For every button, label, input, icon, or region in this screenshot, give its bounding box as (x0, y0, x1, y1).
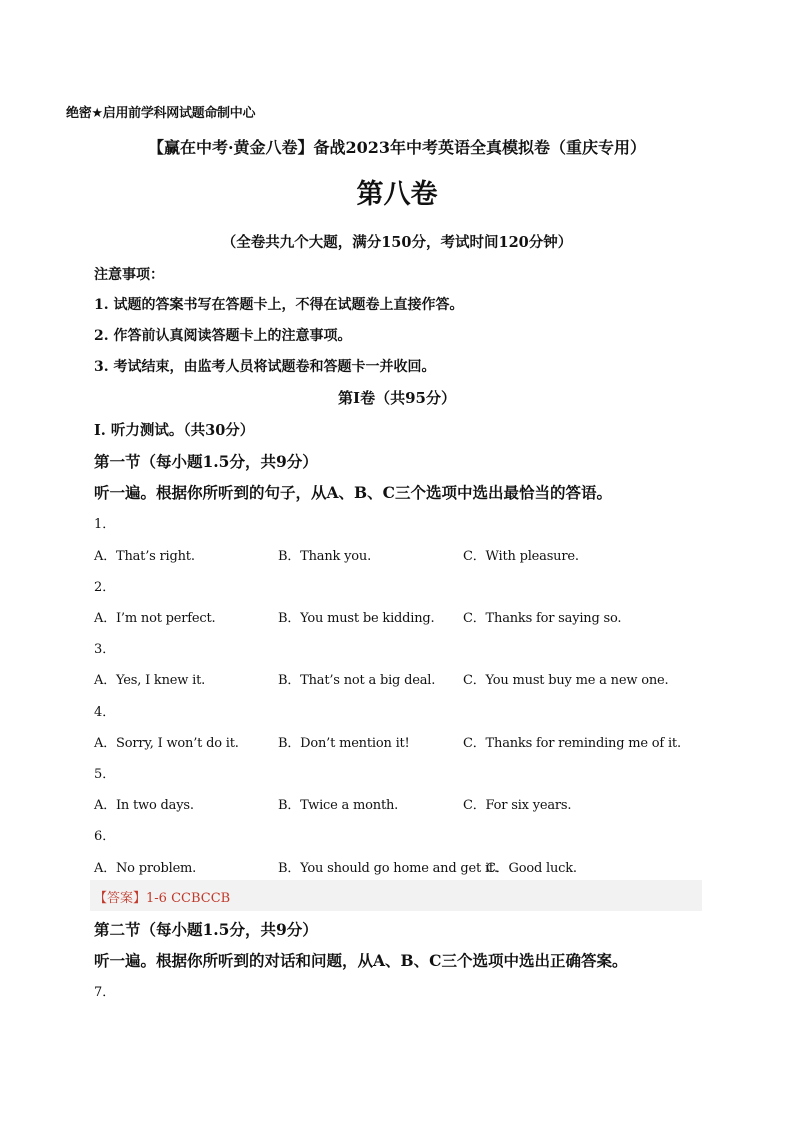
option-c: C．Thanks for saying so. (463, 611, 622, 626)
section1-instruction: 听一遍。根据你所听到的句子，从A、B、C三个选项中选出最恰当的答语。 (94, 483, 612, 502)
option-a: A．No problem. (94, 861, 197, 876)
question-number: 2． (94, 580, 116, 595)
option-b: B．Twice a month. (278, 798, 399, 813)
option-c: C．Thanks for reminding me of it. (463, 736, 681, 751)
question-number: 1． (94, 517, 116, 532)
question-number: 4． (94, 705, 116, 720)
listening-heading: Ⅰ. 听力测试。（共30分） (94, 422, 255, 439)
option-c: C．You must buy me a new one. (463, 673, 669, 688)
option-c: C．With pleasure. (463, 549, 579, 564)
option-a: A．Yes, I knew it. (94, 673, 206, 688)
section2-instruction: 听一遍。根据你所听到的对话和问题，从A、B、C三个选项中选出正确答案。 (94, 951, 628, 970)
answer-text: 【答案】1-6 CCBCCB (94, 891, 231, 906)
confidential-mark: 绝密★启用前学科网试题命制中心 (66, 106, 256, 121)
note-item: 2. 作答前认真阅读答题卡上的注意事项。 (94, 328, 352, 344)
option-a: A．In two days. (94, 798, 194, 813)
exam-title: 【赢在中考·黄金八卷】备战2023年中考英语全真模拟卷（重庆专用） (147, 138, 647, 157)
question-number: 7． (94, 985, 116, 1000)
volume-title: 第八卷 (356, 179, 438, 210)
section2-title: 第二节（每小题1.5分，共9分） (94, 920, 318, 939)
option-b: B．That’s not a big deal. (278, 673, 436, 688)
option-b: B．Don’t mention it! (278, 736, 410, 751)
note-item: 1. 试题的答案书写在答题卡上，不得在试题卷上直接作答。 (94, 297, 464, 313)
exam-info: （全卷共九个大题，满分150分，考试时间120分钟） (221, 234, 573, 251)
question-number: 3． (94, 642, 116, 657)
option-a: A．I’m not perfect. (94, 611, 216, 626)
option-b: B．You should go home and get it. (278, 861, 498, 876)
part-one-heading: 第I卷（共95分） (338, 389, 456, 407)
option-b: B．You must be kidding. (278, 611, 435, 626)
note-item: 3. 考试结束，由监考人员将试题卷和答题卡一并收回。 (94, 359, 436, 375)
option-c: C．Good luck. (486, 861, 577, 876)
option-b: B．Thank you. (278, 549, 372, 564)
notes-title: 注意事项： (94, 267, 164, 283)
question-number: 5． (94, 767, 116, 782)
option-a: A．Sorry, I won’t do it. (94, 736, 239, 751)
option-a: A．That’s right. (94, 549, 195, 564)
question-number: 6． (94, 829, 116, 844)
section1-title: 第一节（每小题1.5分，共9分） (94, 452, 318, 471)
option-c: C．For six years. (463, 798, 572, 813)
